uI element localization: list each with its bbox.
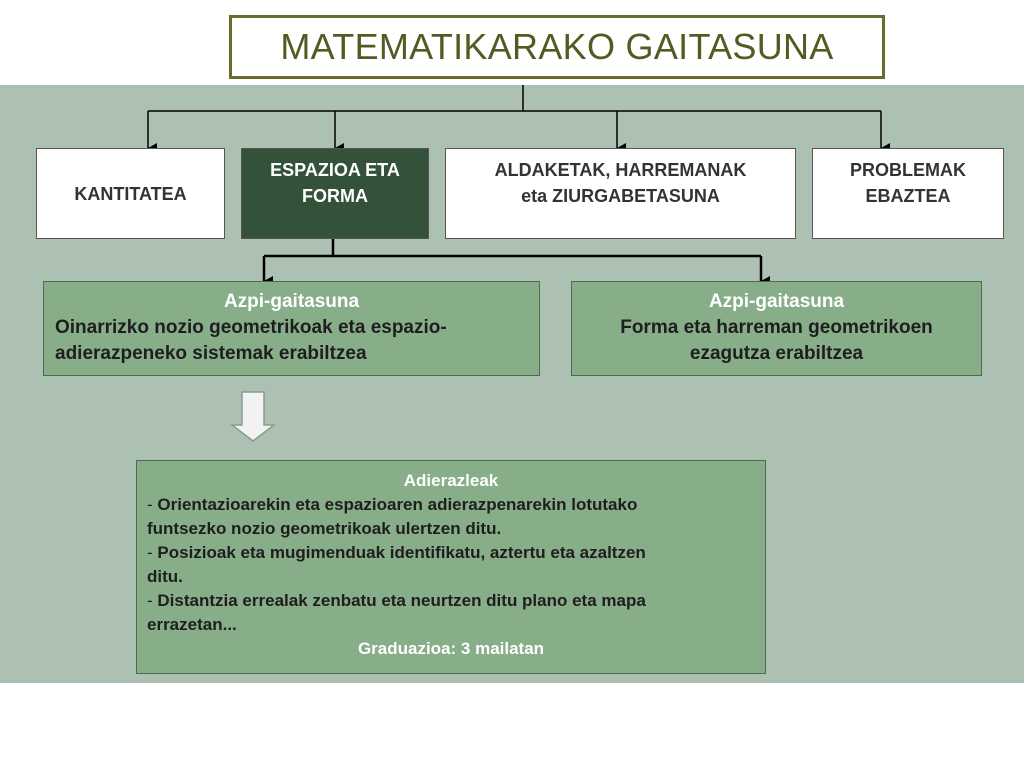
category-label: KANTITATEA xyxy=(74,183,187,204)
category-problemak-ebaztea xyxy=(812,148,1004,239)
subcompetence-heading: Azpi-gaitasuna xyxy=(223,291,360,312)
indicator-dash: - xyxy=(147,495,153,514)
page-title xyxy=(229,15,885,79)
indicator-item xyxy=(147,493,755,541)
subcompetence-heading: Azpi-gaitasuna xyxy=(708,291,845,312)
subcompetence-text-line2: ezagutza erabiltzea xyxy=(689,343,864,364)
title-text: MATEMATIKARAKO GAITASUNA xyxy=(280,26,834,67)
category-aldaketak xyxy=(445,148,796,239)
indicators-heading: Adierazleak xyxy=(403,471,499,490)
indicator-text-line2: funtsezko nozio geometrikoak ulertzen ditu. xyxy=(147,519,502,538)
indicators-footer: Graduazioa: 3 mailatan xyxy=(357,639,545,658)
indicator-item xyxy=(147,541,755,589)
category-label-line2: EBAZTEA xyxy=(865,186,951,206)
category-label-line2: eta ZIURGABETASUNA xyxy=(521,186,720,206)
indicator-dash: - xyxy=(147,591,153,610)
category-espazioa-eta-forma xyxy=(241,148,429,239)
subcompetence-text-line1: Oinarrizko nozio geometrikoak eta espazio- xyxy=(55,317,447,338)
indicator-text-line1: Orientazioarekin eta espazioaren adierazpenarekin lotutako xyxy=(157,495,638,514)
category-label-line2: FORMA xyxy=(302,186,368,206)
indicator-text-line2: errazetan... xyxy=(147,615,237,634)
category-label-line1: PROBLEMAK xyxy=(850,160,966,180)
subcompetence-box-left xyxy=(43,281,540,376)
category-kantitatea xyxy=(36,148,225,239)
indicator-text-line2: ditu. xyxy=(147,567,183,586)
subcompetence-text-line1: Forma eta harreman geometrikoen xyxy=(620,317,933,338)
indicator-text-line1: Distantzia errealak zenbatu eta neurtzen ditu plano eta mapa xyxy=(157,591,646,610)
indicator-item xyxy=(147,589,755,637)
subcompetence-box-right xyxy=(571,281,982,376)
category-label-line1: ESPAZIOA ETA xyxy=(270,160,400,180)
indicator-dash: - xyxy=(147,543,153,562)
down-arrow-icon xyxy=(232,392,274,441)
category-label-line1: ALDAKETAK, HARREMANAK xyxy=(494,160,747,180)
indicators-box xyxy=(136,460,766,674)
indicator-text-line1: Posizioak eta mugimenduak identifikatu, aztertu eta azaltzen xyxy=(157,543,646,562)
subcompetence-text-line2: adierazpeneko sistemak erabiltzea xyxy=(55,343,367,364)
